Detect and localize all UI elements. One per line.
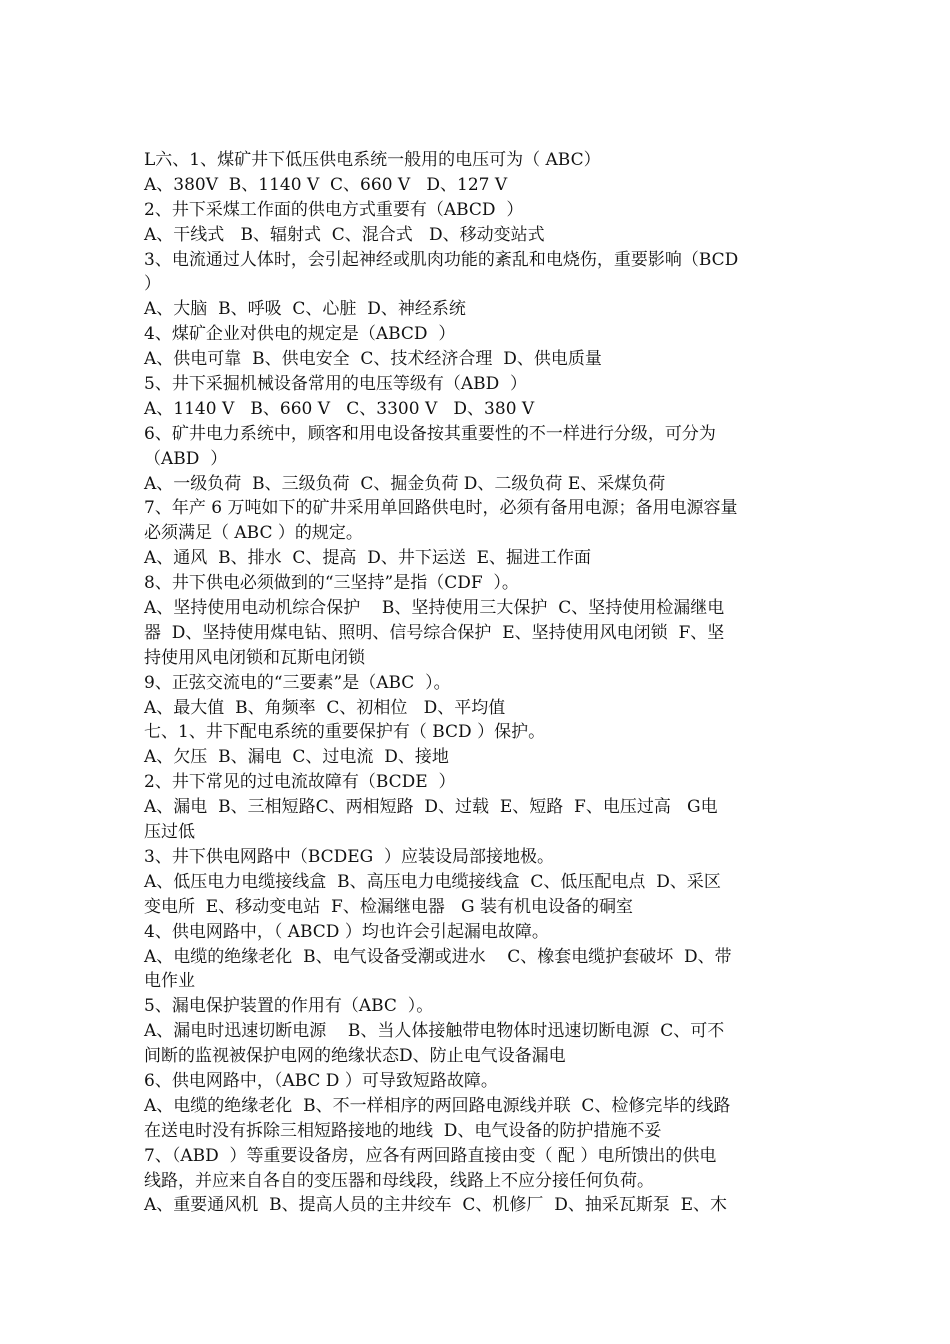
- text-line: A、漏电时迅速切断电源 B、当人体接触带电物体时迅速切断电源 C、可不: [144, 1021, 725, 1042]
- document-body: [144, 148, 810, 1218]
- text-line: A、电缆的绝缘老化 B、电气设备受潮或进水 C、橡套电缆护套破坏 D、带: [144, 946, 732, 967]
- text-line: 5、漏电保护装置的作用有（ABC ）。: [144, 996, 434, 1017]
- text-line: ）: [144, 274, 161, 295]
- text-line: 7、（ABD ）等重要设备房，应各有两回路直接由变（ 配 ）电所馈出的供电: [144, 1145, 717, 1166]
- text-line: A、重要通风机 B、提高人员的主井绞车 C、机修厂 D、抽采瓦斯泵 E、木: [144, 1195, 728, 1216]
- text-line: A、通风 B、排水 C、提高 D、井下运送 E、掘进工作面: [144, 548, 592, 569]
- text-line: 6、矿井电力系统中，顾客和用电设备按其重要性的不一样进行分级，可分为: [144, 423, 716, 444]
- text-line: 8、井下供电必须做到的“三坚持”是指（CDF ）。: [144, 573, 519, 594]
- text-line: A、最大值 B、角频率 C、初相位 D、平均值: [144, 697, 506, 718]
- text-line: A、供电可靠 B、供电安全 C、技术经济合理 D、供电质量: [144, 349, 602, 370]
- text-line: A、低压电力电缆接线盒 B、高压电力电缆接线盒 C、低压配电点 D、采区: [144, 871, 721, 892]
- text-line: 必须满足（ ABC ）的规定。: [144, 523, 363, 544]
- text-line: A、一级负荷 B、三级负荷 C、掘金负荷 D、二级负荷 E、采煤负荷: [144, 473, 666, 494]
- text-line: 器 D、坚持使用煤电钻、照明、信号综合保护 E、坚持使用风电闭锁 F、坚: [144, 622, 725, 643]
- text-line: 变电所 E、移动变电站 F、检漏继电器 G 装有机电设备的硐室: [144, 896, 634, 917]
- text-line: 间断的监视被保护电网的绝缘状态D、防止电气设备漏电: [144, 1046, 566, 1067]
- text-line: A、1140 V B、660 V C、3300 V D、380 V: [144, 398, 535, 419]
- text-line: 七、1、井下配电系统的重要保护有（ BCD ）保护。: [144, 722, 546, 743]
- text-line: 3、井下供电网路中（BCDEG ）应装设局部接地极。: [144, 846, 555, 867]
- text-line: A、大脑 B、呼吸 C、心脏 D、神经系统: [144, 299, 466, 320]
- text-line: 2、井下常见的过电流故障有（BCDE ）: [144, 772, 456, 793]
- text-line: 线路，并应来自各自的变压器和母线段，线路上不应分接任何负荷。: [144, 1170, 654, 1191]
- text-line: L六、1、煤矿井下低压供电系统一般用的电压可为（ ABC）: [144, 150, 601, 170]
- text-line: 2、井下采煤工作面的供电方式重要有（ABCD ）: [144, 199, 524, 220]
- text-line: 9、正弦交流电的“三要素”是（ABC ）。: [144, 672, 451, 693]
- text-line: 电作业: [144, 971, 195, 992]
- text-line: 3、电流通过人体时，会引起神经或肌肉功能的紊乱和电烧伤，重要影响（BCD: [144, 249, 739, 270]
- text-line: 持使用风电闭锁和瓦斯电闭锁: [144, 647, 365, 668]
- text-line: 4、煤矿企业对供电的规定是（ABCD ）: [144, 324, 456, 345]
- text-line: A、漏电 B、三相短路C、两相短路 D、过载 E、短路 F、电压过高 G电: [144, 797, 718, 818]
- text-line: A、干线式 B、辐射式 C、混合式 D、移动变站式: [144, 224, 545, 245]
- text-line: 6、供电网路中，（ABC D ）可导致短路故障。: [144, 1070, 498, 1091]
- text-line: 在送电时没有拆除三相短路接地的地线 D、电气设备的防护措施不妥: [144, 1120, 662, 1141]
- text-line: 4、供电网路中，（ ABCD ）均也许会引起漏电故障。: [144, 921, 549, 942]
- text-line: （ABD ）: [144, 448, 228, 469]
- text-line: 5、井下采掘机械设备常用的电压等级有（ABD ）: [144, 374, 528, 395]
- text-line: 压过低: [144, 822, 195, 843]
- text-line: 7、年产 6 万吨如下的矿井采用单回路供电时，必须有备用电源；备用电源容量: [144, 498, 738, 519]
- text-line: A、380V B、1140 V C、660 V D、127 V: [144, 174, 508, 195]
- text-line: A、坚持使用电动机综合保护 B、坚持使用三大保护 C、坚持使用检漏继电: [144, 598, 725, 619]
- text-line: A、电缆的绝缘老化 B、不一样相序的两回路电源线并联 C、检修完毕的线路: [144, 1095, 731, 1116]
- text-line: A、欠压 B、漏电 C、过电流 D、接地: [144, 747, 449, 768]
